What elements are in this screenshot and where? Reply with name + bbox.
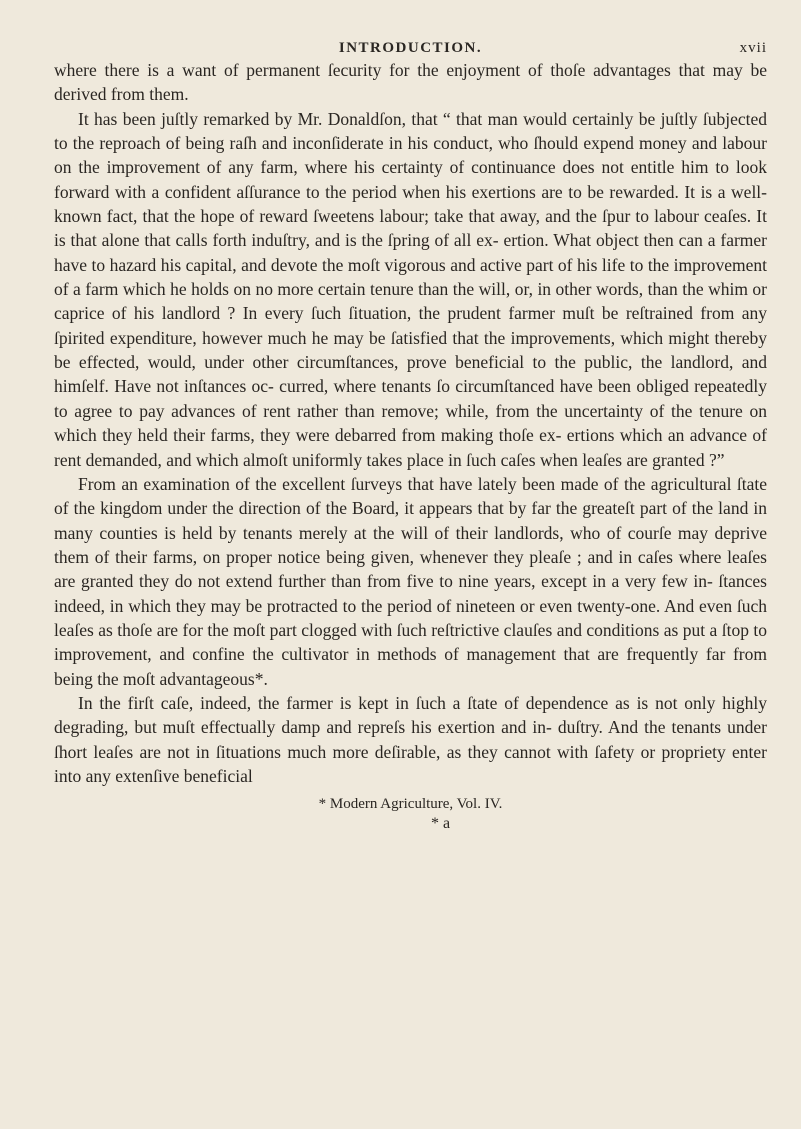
- page-number: xvii: [739, 40, 767, 56]
- body-text: [54, 58, 767, 788]
- paragraph-donaldson-quote: It has been juſtly remarked by Mr. Donaldſon, that “ that man would certainly be juſtly ſubjected to the reproach of being raſh and inconſiderate in his conduct, who ſhould expend money and labour on the improvement of any farm, where his certainty of continuance does not entitle him to look forward with a confident aſſurance to the period when his exertions are to be rewarded. It is a well-known fact, that the hope of reward ſweetens labour; take that away, and the ſpur to labour ceaſes. It is that alone that calls forth induſtry, and is the ſpring of all ex- ertion. What object then can a farmer have to hazard his capital, and devote the moſt vigorous and active part of his life to the improvement of a farm which he holds on no more certain tenure than the will, or, in other words, than the whim or caprice of his landlord ? In every ſuch ſituation, the prudent farmer muſt be reſtrained from any ſpirited expenditure, however much he may be ſatisfied that the improvements, which might thereby be effected, would, under other circumſtances, prove beneficial to the public, the landlord, and himſelf. Have not inſtances oc- curred, where tenants ſo circumſtanced have been obliged repeatedly to agree to pay advances of rent rather than remove; while, from the uncertainty of the tenure on which they held their farms, they were debarred from making thoſe ex- ertions which an advance of rent demanded, and which almoſt uniformly takes place in ſuch caſes when leaſes are granted ?”: [54, 108, 767, 470]
- footnote: * Modern Agriculture, Vol. IV.: [318, 796, 503, 813]
- page-header: [54, 0, 767, 58]
- paragraph-first-case: In the firſt caſe, indeed, the farmer is kept in ſuch a ſtate of dependence as is not only highly degrading, but muſt effectually damp and repreſs his exertion and in- duſtry. And the tenants under ſhort leaſes are not in ſituations much more deſirable, as they cannot with ſafety or propriety enter into any extenſive beneficial: [54, 692, 767, 786]
- printer-signature-mark: * a: [430, 815, 451, 833]
- running-head: INTRODUCTION.: [338, 40, 483, 56]
- paragraph-continuation: where there is a want of permanent ſecurity for the enjoyment of thoſe advantages that may be derived from them.: [54, 60, 767, 105]
- paragraph-surveys: From an examination of the excellent ſurveys that have lately been made of the agricultural ſtate of the kingdom under the direction of the Board, it appears that by far the greateſt part of the land in many counties is held by tenants merely at the will of their landlords, who of courſe may deprive them of their farms, on proper notice being given, whenever they pleaſe ; and in caſes where leaſes are granted they do not extend further than from five to nine years, except in a very few in- ſtances indeed, in which they may be protracted to the period of nineteen or even twenty-one. And even ſuch leaſes as thoſe are for the moſt part clogged with ſuch reſtrictive clauſes and conditions as put a ſtop to improvement, and confine the cultivator in methods of management that are frequently far from being the moſt advantageous*.: [54, 473, 767, 689]
